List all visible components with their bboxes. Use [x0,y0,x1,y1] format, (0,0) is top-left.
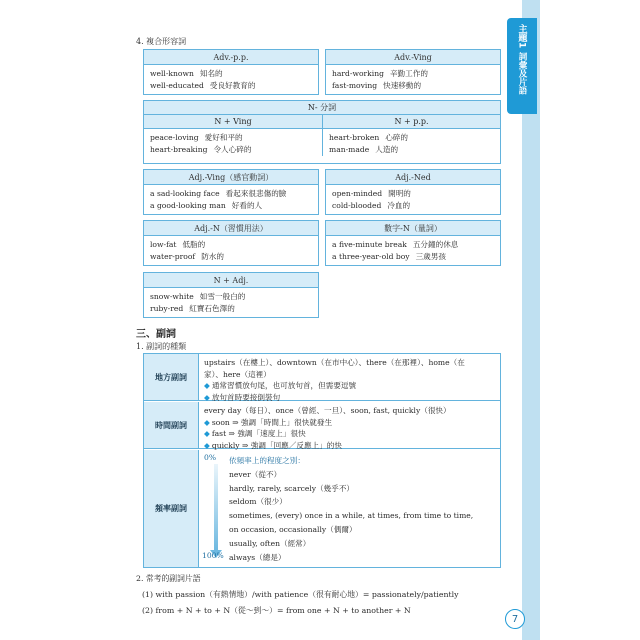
diamond-icon: ◆ [204,392,210,402]
list-item: usually, often（經常） [229,538,311,548]
list-item: a good-looking man 好看的人 [150,201,263,210]
section4-title: 4. 複合形容詞 [136,37,187,46]
frequency-arrow [214,464,218,552]
box-adv-ving [325,49,501,95]
box-adj-ned-header: Adj.-Ned [326,170,500,185]
section3-subtitle-2: 2. 常考的副詞片語 [136,574,201,583]
box-adj-n [143,220,319,266]
adverb-place-line1: upstairs（在樓上）、downtown（在市中心）、there（在那裡）、home（在 [204,358,465,367]
page-number: 7 [505,609,525,629]
list-item: sometimes, (every) once in a while, at times, from time to time, [229,511,474,521]
list-item: ruby-red 紅寶石色澤的 [150,304,235,313]
frequency-list [229,454,473,564]
box-number-n-header: 數字-N（量詞） [326,221,500,236]
table-row [144,354,500,401]
chapter-tab-title: 詞彙及片語 [517,52,527,95]
adverb-label-place: 地方副詞 [144,354,199,400]
list-item: a five-minute break 五分鐘的休息 [332,240,459,249]
box-number-n [325,220,501,266]
list-item: well-known 知名的 [150,69,223,78]
list-item: hardly, rarely, scarcely（幾乎不） [229,483,355,493]
box-adj-ving [143,169,319,215]
adverb-time-line1: every day（每日）、once（曾經、一旦）、soon, fast, quickly（很快） [204,406,451,415]
chapter-tab-number: 主題1 [516,24,527,49]
box-adv-ving-header: Adv.-Ving [326,50,500,65]
list-item: ◆ 通常習慣放句尾，也可放句首，但需要逗號 [204,381,357,390]
table-row [144,402,500,449]
box-adv-pp-header: Adv.-p.p. [144,50,318,65]
list-item: ◆ quickly ⇒ 強調「回應／反應上」的快 [204,440,342,450]
list-item: water-proof 防水的 [150,252,224,261]
diamond-icon: ◆ [204,440,210,450]
box-n-pp-header: N + p.p. [323,115,500,129]
list-item: on occasion, occasionally（偶爾） [229,524,357,534]
list-item: never（從不） [229,469,282,479]
list-item: seldom（很少） [229,497,287,507]
diamond-icon: ◆ [204,417,210,427]
box-adv-pp [143,49,319,95]
list-item: heart-breaking 令人心碎的 [150,145,252,154]
list-item: ◆ 放句首時要接倒裝句 [204,392,281,402]
phrase-item-1: (1) with passion（有熱情地）/with patience（很有耐心地）= passionately/patiently [142,590,459,599]
list-item: always（總是） [229,552,286,562]
section3-subtitle: 1. 副詞的種類 [136,342,187,351]
list-item: well-educated 受良好教育的 [150,81,256,90]
box-adj-ving-header: Adj.-Ving（感官動詞） [144,170,318,185]
chapter-tab [507,18,537,114]
adverb-label-frequency: 頻率副詞 [144,450,199,567]
list-item: low-fat 低脂的 [150,240,206,249]
box-n-ving-header: N + Ving [144,115,322,129]
frequency-low-label: 0% [204,453,217,462]
phrase-item-2: (2) from + N + to + N（從～到～）= from one + N + to another + N [142,606,411,615]
frequency-intro: 依頻率上的程度之別： [229,456,305,465]
adverb-place-line2: 家）、here（這裡） [204,369,271,379]
diamond-icon: ◆ [204,429,210,438]
list-item: snow-white 如雪一般白的 [150,292,246,301]
frequency-high-label: 100% [202,551,224,560]
list-item: open-minded 開明的 [332,189,411,198]
box-adj-ned [325,169,501,215]
table-row [144,450,500,567]
diamond-icon: ◆ [204,381,210,390]
adverb-table [143,353,501,568]
list-item: fast-moving 快速移動的 [332,81,422,90]
list-item: hard-working 辛勤工作的 [332,69,428,78]
box-n-participle [143,100,501,164]
list-item: cold-blooded 冷血的 [332,201,411,210]
box-n-participle-header: N- 分詞 [144,101,500,115]
adverb-label-time: 時間副詞 [144,402,199,448]
box-n-adj [143,272,319,318]
box-adj-n-header: Adj.-N（習慣用法） [144,221,318,236]
list-item: ◆ fast ⇒ 強調「速度上」很快 [204,429,306,438]
list-item: man-made 人造的 [329,145,399,154]
list-item: heart-broken 心碎的 [329,133,408,142]
list-item: a three-year-old boy 三歲男孩 [332,252,446,261]
list-item: ◆ soon ⇒ 強調「時間上」很快就發生 [204,417,333,427]
box-n-adj-header: N + Adj. [144,273,318,288]
list-item: a sad-looking face 看起來很悲傷的臉 [150,189,287,198]
section3-title: 三、副詞 [136,329,176,340]
list-item: peace-loving 愛好和平的 [150,133,243,142]
